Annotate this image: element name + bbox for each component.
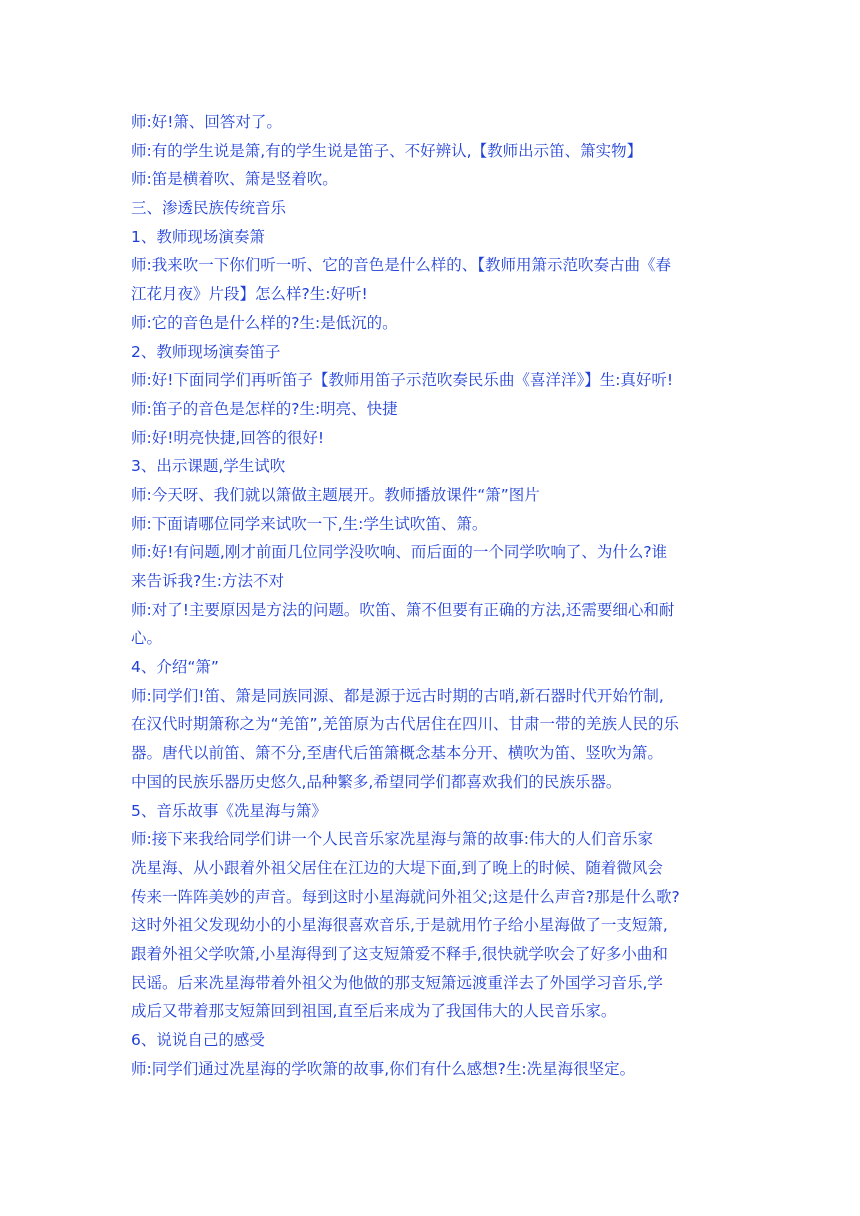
text-line: 冼星海、从小跟着外祖父居住在江边的大堤下面,到了晚上的时候、随着微风会 (131, 858, 663, 877)
text-line: 江花月夜》片段】怎么样?生:好听! (131, 285, 368, 304)
text-line: 在汉代时期箫称之为“羌笛”,羌笛原为古代居住在四川、甘肃一带的羌族人民的乐 (131, 715, 679, 734)
text-line: 成后又带着那支短箫回到祖国,直至后来成为了我国伟大的人民音乐家。 (131, 1002, 617, 1021)
text-line: 来告诉我?生:方法不对 (131, 572, 284, 590)
subsection-heading: 1、教师现场演奏箫 (131, 227, 265, 246)
text-line: 师:笛是横着吹、箫是竖着吹。 (131, 170, 338, 189)
text-line: 传来一阵阵美妙的声音。每到这时小星海就问外祖父;这是什么声音?那是什么歌? (131, 887, 680, 906)
text-line: 师:好!明亮快捷,回答的很好! (131, 428, 325, 447)
subsection-heading: 2、教师现场演奏笛子 (131, 342, 281, 361)
text-line: 师:好!箫、回答对了。 (131, 113, 282, 131)
text-line: 师:有的学生说是箫,有的学生说是笛子、不好辨认,【教师出示笛、箫实物】 (131, 141, 643, 160)
text-line: 心。 (131, 629, 163, 648)
subsection-heading: 6、说说自己的感受 (131, 1031, 265, 1049)
text-line: 师:它的音色是什么样的?生:是低沉的。 (131, 313, 398, 332)
text-line: 这时外祖父发现幼小的小星海很喜欢音乐,于是就用竹子给小星海做了一支短箫, (131, 916, 668, 935)
text-line: 师:接下来我给同学们讲一个人民音乐家冼星海与箫的故事:伟大的人们音乐家 (131, 830, 653, 849)
document-body (131, 108, 731, 1083)
text-line: 跟着外祖父学吹箫,小星海得到了这支短箫爱不释手,很快就学吹会了好多小曲和 (131, 944, 668, 963)
text-line: 师:下面请哪位同学来试吹一下,生:学生试吹笛、箫。 (131, 514, 488, 533)
text-line: 师:好!有问题,刚才前面几位同学没吹响、而后面的一个同学吹响了、为什么?谁 (131, 543, 668, 562)
text-line: 中国的民族乐器历史悠久,品种繁多,希望同学们都喜欢我们的民族乐器。 (131, 772, 622, 791)
text-line: 师:同学们!笛、箫是同族同源、都是源于远古时期的古哨,新石器时代开始竹制, (131, 686, 664, 705)
text-line: 师:今天呀、我们就以箫做主题展开。教师播放课件“箫”图片 (131, 485, 540, 504)
text-line: 师:笛子的音色是怎样的?生:明亮、快捷 (131, 399, 398, 418)
subsection-heading: 5、音乐故事《冼星海与箫》 (131, 801, 327, 820)
text-line: 师:我来吹一下你们听一听、它的音色是什么样的、【教师用箫示范吹奏古曲《春 (131, 256, 671, 275)
text-line: 师:好!下面同学们再听笛子【教师用笛子示范吹奏民乐曲《喜洋洋》】生:真好听! (131, 371, 674, 390)
text-line: 师:同学们通过冼星海的学吹箫的故事,你们有什么感想?生:冼星海很坚定。 (131, 1059, 636, 1078)
text-line: 器。唐代以前笛、箫不分,至唐代后笛箫概念基本分开、横吹为笛、竖吹为箫。 (131, 744, 663, 763)
text-line: 民谣。后来冼星海带着外祖父为他做的那支短箫远渡重洋去了外国学习音乐,学 (131, 973, 663, 992)
subsection-heading: 4、介绍“箫” (131, 658, 219, 677)
section-heading: 三、渗透民族传统音乐 (131, 199, 287, 218)
text-line: 师:对了!主要原因是方法的问题。吹笛、箫不但要有正确的方法,还需要细心和耐 (131, 600, 675, 619)
subsection-heading: 3、出示课题,学生试吹 (131, 457, 286, 476)
